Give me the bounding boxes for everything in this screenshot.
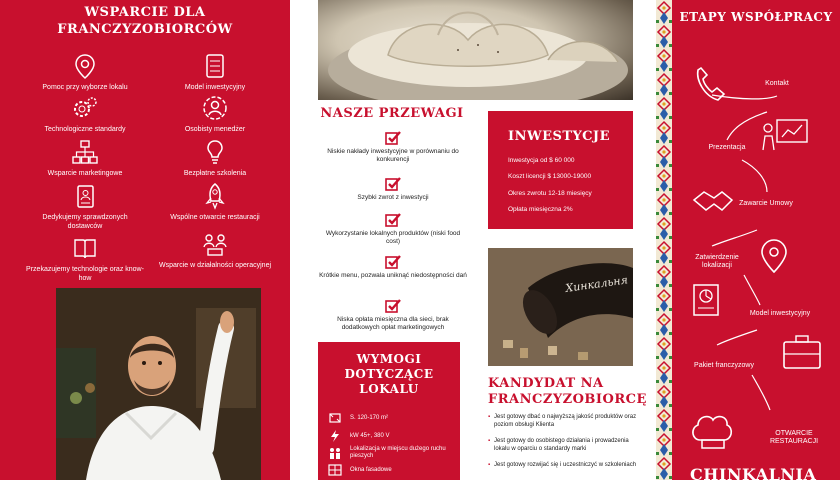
checkbox-check-icon: [385, 130, 401, 146]
support-item: Bezpłatne szkolenia: [155, 138, 275, 178]
ornament-pattern: [656, 0, 672, 480]
support-item: Model inwestycyjny: [155, 52, 275, 92]
window-icon: [328, 464, 342, 476]
horn-photo: [488, 248, 633, 366]
candidate-item: ▪ Jest gotowy rozwijać się i uczestniczyć w szkoleniach: [494, 462, 640, 470]
support-item: Wsparcie marketingowe: [25, 138, 145, 178]
chef-hat-icon: [693, 417, 731, 448]
investment-line: Opłata miesięczna 2%: [508, 206, 573, 213]
requirement-item: S. 120-170 m²: [328, 412, 388, 424]
briefcase-icon: [784, 336, 820, 368]
requirements-title: WYMOGI DOTYCZĄCE LOKALU: [344, 352, 434, 396]
location-pin-icon: [70, 52, 100, 80]
requirement-item: Okna fasadowe: [328, 464, 392, 476]
rocket-icon: [200, 182, 230, 210]
stages-panel: [672, 0, 840, 480]
stage-presentation: Prezentacja: [708, 144, 746, 151]
support-item: Dedykujemy sprawdzonych dostawców: [25, 182, 145, 231]
investment-line: Inwestycja od $ 60 000: [508, 157, 575, 164]
chef-illustration: [56, 288, 261, 480]
advantage-item: Wykorzystanie lokalnych produktów (niski food cost): [318, 212, 468, 246]
horn-illustration: [488, 248, 633, 366]
manager-icon: [200, 94, 230, 122]
stage-contact: Kontakt: [765, 80, 789, 87]
stages-flow: [672, 0, 840, 480]
ornament-strip: [656, 0, 672, 480]
stage-franchise-package: Pakiet franczyzowy: [694, 362, 754, 369]
requirement-item: Lokalizacja w miejscu dużego ruchu pieszych: [328, 446, 458, 460]
support-panel: [0, 0, 290, 480]
calculator-icon: [200, 52, 230, 80]
advantage-item: Niskie nakłady inwestycyjne w porównaniu do konkurencji: [318, 130, 468, 164]
presentation-icon: [763, 120, 807, 150]
stages-title: ETAPY WSPÓŁPRACY: [679, 10, 833, 24]
support-item: Wsparcie w działalności operacyjnej: [155, 230, 275, 270]
investment-line: Koszt licencji $ 13000-19000: [508, 173, 592, 180]
lamp-icon: [200, 138, 230, 166]
requirement-item: kW 45+, 380 V: [328, 430, 390, 442]
investments-title: INWESTYCJE: [508, 129, 610, 144]
candidate-title: KANDYDAT NA FRANCZYZOBIORCĘ: [488, 376, 647, 407]
candidate-item: ▪ Jest gotowy do osobistego działania i prowadzenia lokalu w oparciu o standardy marki: [494, 438, 640, 453]
stage-agreement: Zawarcie Umowy: [739, 200, 793, 207]
checkbox-check-icon: [385, 298, 401, 314]
stage-location-approval: Zatwierdzenie lokalizacji: [695, 254, 739, 269]
requirements-box: [318, 342, 460, 480]
lightning-icon: [328, 430, 342, 442]
location-pin-icon: [762, 240, 786, 272]
investments-box: [488, 111, 633, 229]
chef-photo: [56, 288, 261, 480]
investment-line: Okres zwrotu 12-18 miesięcy: [508, 190, 592, 197]
support-item: Przekazujemy technologie oraz know-how: [25, 234, 145, 283]
document-chart-icon: [694, 285, 718, 315]
handshake-icon: [694, 192, 732, 210]
checkbox-check-icon: [385, 176, 401, 192]
stage-investment-model: Model inwestycyjny: [749, 310, 811, 317]
support-title: WSPARCIE DLA FRANCZYZOBIORCÓW: [57, 5, 233, 37]
brand-logo-text: CHINKALNIA: [690, 465, 817, 480]
support-item: Pomoc przy wyborze lokalu: [25, 52, 145, 92]
support-item: Osobisty menedżer: [155, 94, 275, 134]
clipboard-person-icon: [70, 182, 100, 210]
phone-icon: [698, 68, 724, 100]
advantage-item: Krótkie menu, pozwala uniknąć niedostępności dań: [318, 254, 468, 280]
advantages-title: NASZE PRZEWAGI: [320, 106, 464, 121]
checkbox-check-icon: [385, 212, 401, 228]
area-icon: [328, 412, 342, 424]
checkbox-check-icon: [385, 254, 401, 270]
candidate-item: ▪ Jest gotowy dbać o najwyższą jakość produktów oraz poziom obsługi Klienta: [494, 414, 640, 429]
team-icon: [200, 230, 230, 258]
people-icon: [328, 447, 342, 459]
book-icon: [70, 234, 100, 262]
support-item: Wspólne otwarcie restauracji: [155, 182, 275, 222]
gears-icon: [70, 94, 100, 122]
advantage-item: Szybki zwrot z inwestycji: [318, 176, 468, 202]
dumplings-photo: [318, 0, 633, 100]
network-icon: [70, 138, 100, 166]
advantage-item: Niska opłata miesięczna dla sieci, brak dodatkowych opłat marketingowych: [318, 298, 468, 332]
support-item: Technologiczne standardy: [25, 94, 145, 134]
dumplings-illustration: [318, 0, 633, 100]
horn-inscription: Хинкальня: [564, 273, 629, 295]
stage-opening: OTWARCIE RESTAURACJI: [769, 430, 819, 445]
